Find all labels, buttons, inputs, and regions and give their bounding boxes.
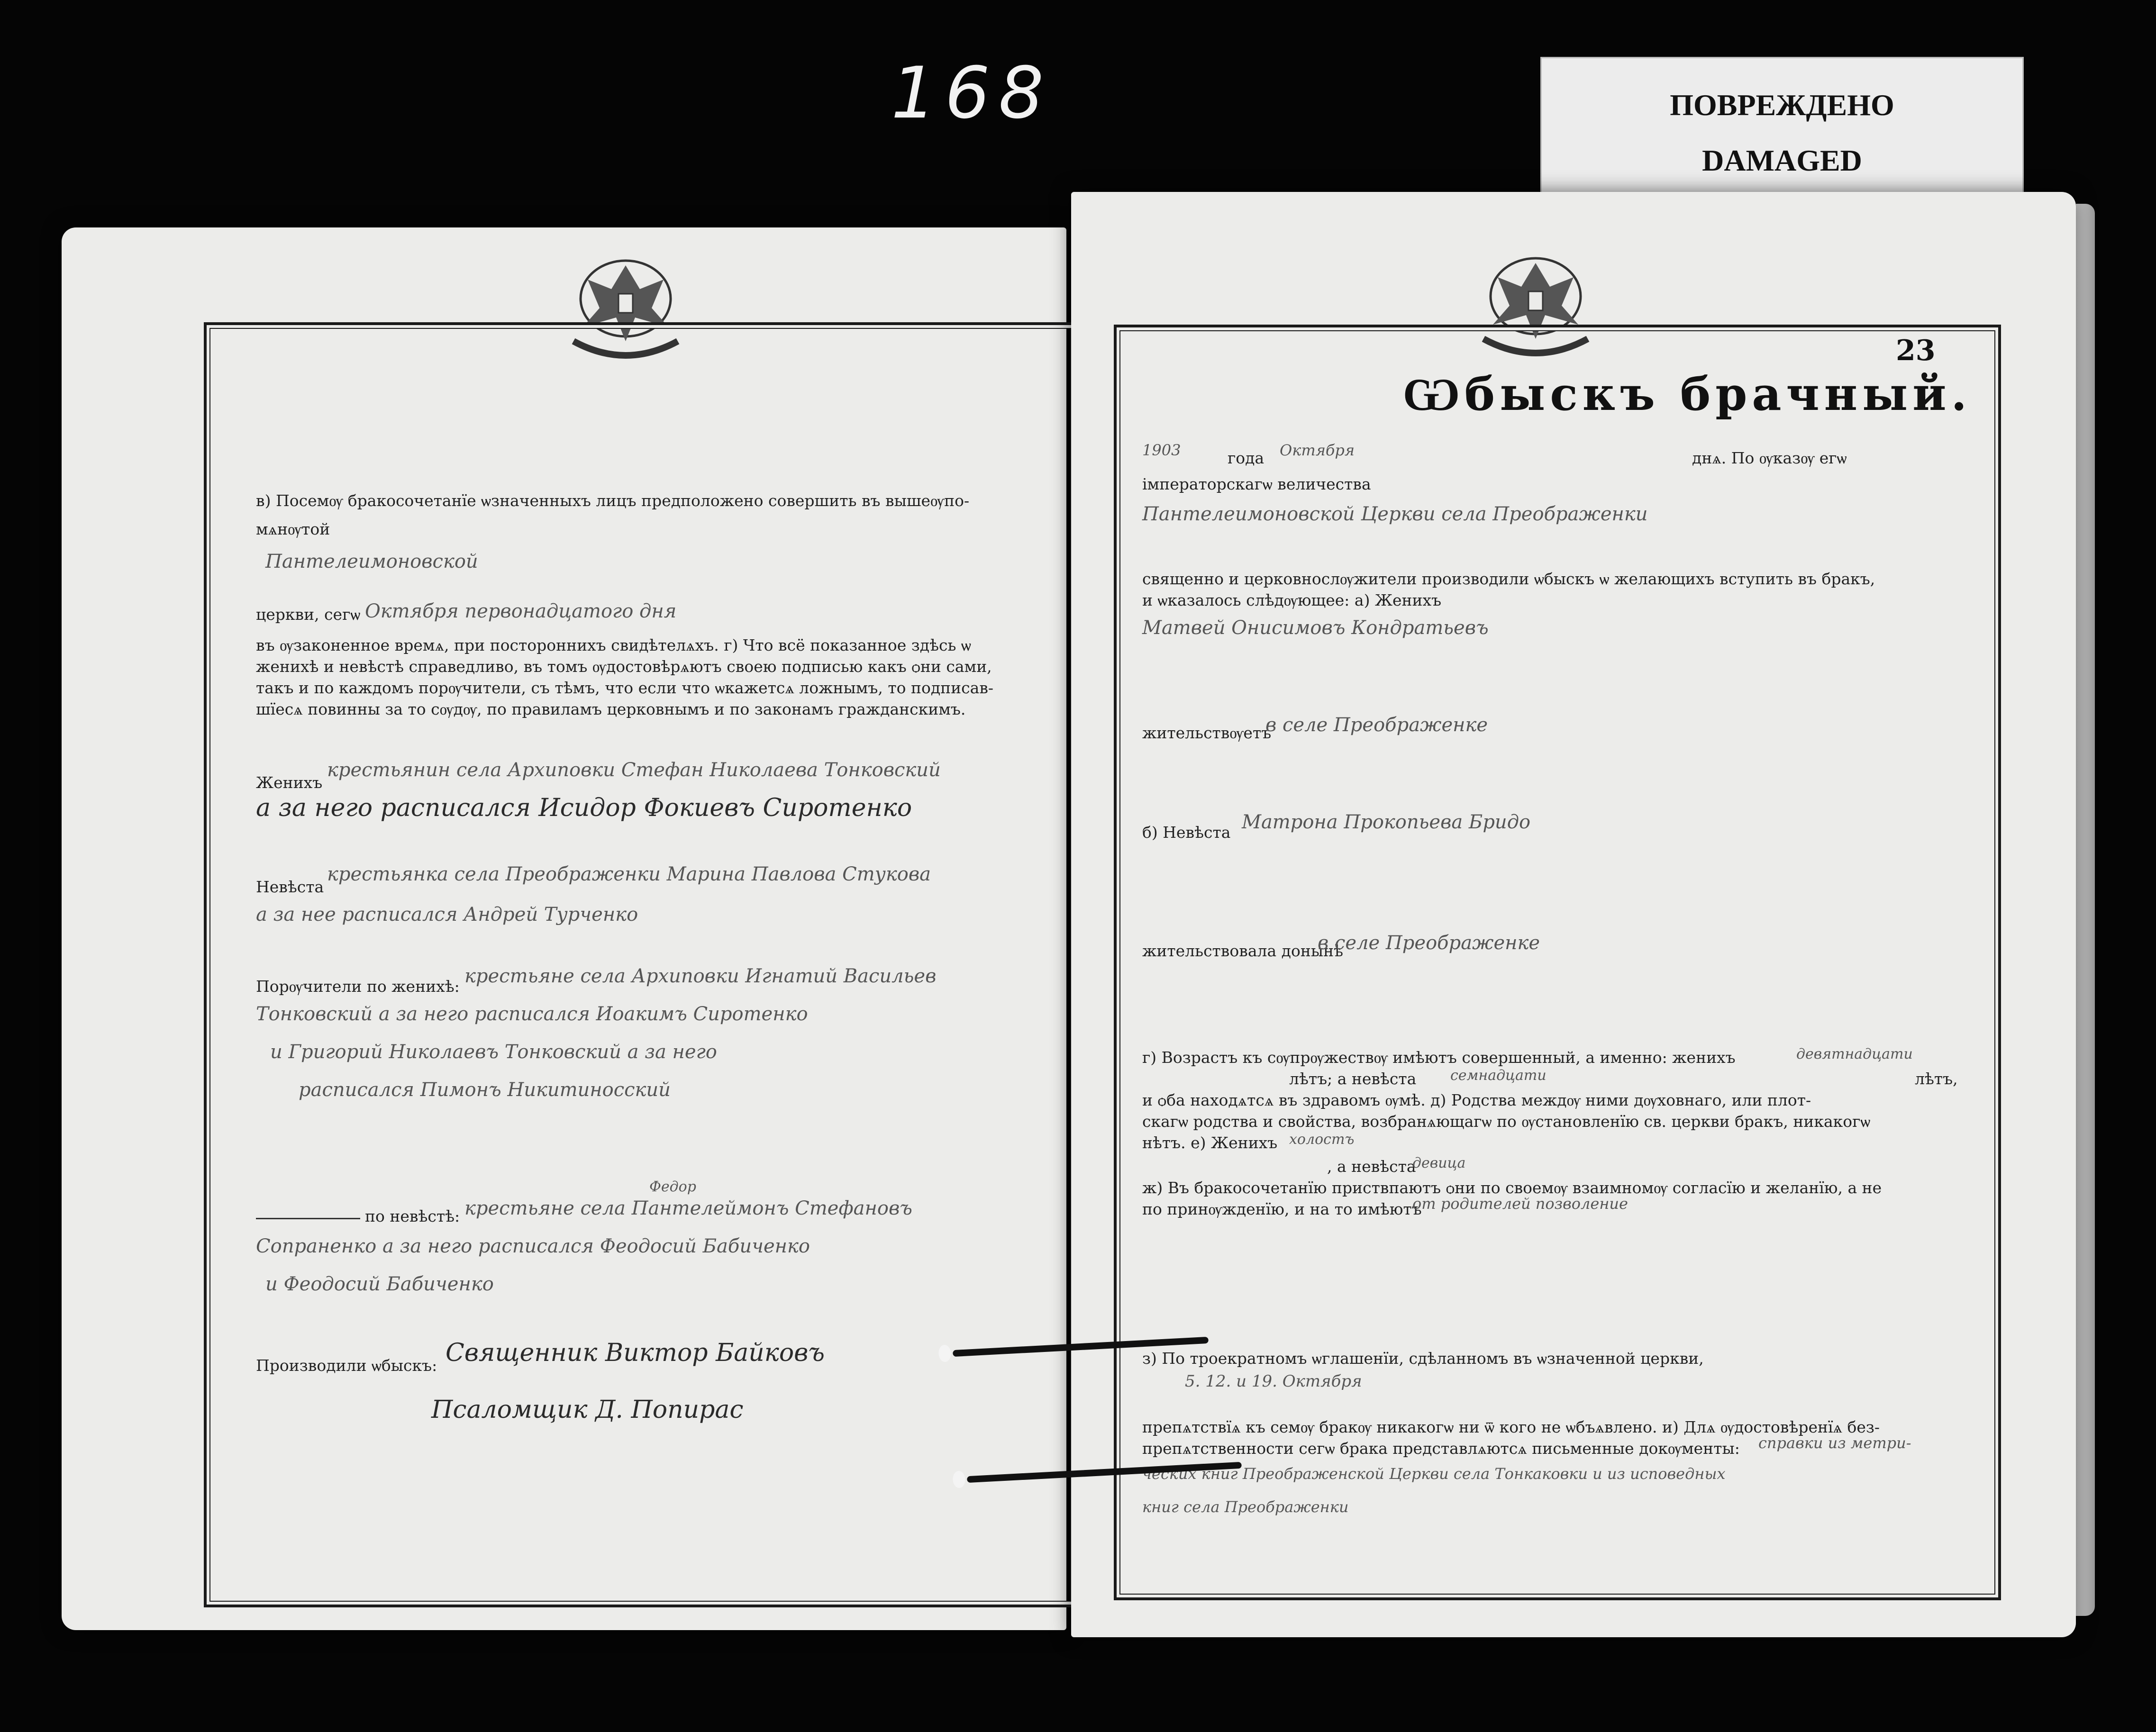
bride-label: Невѣста bbox=[256, 878, 324, 896]
consent-handwritten: от родителей позволение bbox=[1412, 1195, 1628, 1213]
banns-dates-handwritten: 5. 12. и 19. Октября bbox=[1185, 1372, 1362, 1391]
documents-handwritten-3: книг села Преображенки bbox=[1142, 1498, 1349, 1516]
groom-name-handwritten: Матвей Онисимовъ Кондратьевъ bbox=[1142, 617, 1489, 639]
bride-name-handwritten: Матрона Прокопьева Бридо bbox=[1242, 811, 1531, 833]
groom-status-handwritten: холостъ bbox=[1289, 1131, 1355, 1148]
sureties-bride-line-1: крестьяне села Пантелеймонъ Стефановъ bbox=[464, 1197, 912, 1219]
document-title: Ѡбыскъ брачный. bbox=[1403, 367, 1972, 421]
bride-label: б) Невѣста bbox=[1142, 823, 1231, 842]
signature-underline bbox=[256, 1218, 360, 1219]
consent-line-2: по принѹжденїю, и на то имѣютъ bbox=[1142, 1200, 1422, 1218]
damaged-label-ru: ПОВРЕЖДЕНО bbox=[1670, 88, 1894, 122]
damaged-label bbox=[1540, 57, 2024, 209]
kin-line-2: скагѡ родства и свойства, возбранѧющагѡ по ѹстановленїю св. церкви бракъ, никакогѡ bbox=[1142, 1112, 1871, 1131]
age-line-2b: лѣтъ, bbox=[1915, 1070, 1958, 1088]
marriage-date-handwritten: Октября первонадцатого дня bbox=[365, 600, 677, 622]
bride-age-handwritten: семнадцати bbox=[1450, 1067, 1546, 1084]
kin-line-4: , а невѣста bbox=[1327, 1157, 1416, 1176]
consent-line-1: ж) Въ бракосочетанїю приствпаютъ ѻни по своемѹ взаимномѹ согласїю и желанїю, а не bbox=[1142, 1179, 1882, 1197]
documents-handwritten-2: ческих книг Преображенской Церкви села Тонкаковки и из исповедных bbox=[1142, 1465, 1726, 1483]
bride-signature-line-2: а за нее расписался Андрей Турченко bbox=[256, 904, 638, 925]
church-line: церкви, сегѡ bbox=[256, 605, 361, 624]
groom-age-handwritten: девятнадцати bbox=[1796, 1046, 1913, 1062]
documents-handwritten-1: справки из метри- bbox=[1758, 1434, 1911, 1452]
right-edge-pages bbox=[2076, 204, 2095, 1616]
damaged-label-en: DAMAGED bbox=[1702, 143, 1862, 177]
kin-line-1: и ѻба находѧтсѧ въ здравомъ ѹмѣ. д) Родства междѹ ними дѹховнаго, или плот- bbox=[1142, 1091, 1811, 1109]
intro-result: и ѡказалось слѣдѹющее: а) Женихъ bbox=[1142, 591, 1442, 609]
sureties-bride-line-3: и Феодосий Бабиченко bbox=[265, 1273, 494, 1295]
banns-line-1: з) По троекратномъ ѡглашенїи, сдѣланномъ въ ѡзначенной церкви, bbox=[1142, 1349, 1704, 1368]
bride-status-handwritten: девица bbox=[1412, 1155, 1466, 1171]
oath-line-2: женихѣ и невѣстѣ справедливо, въ томъ ѹдостовѣрѧютъ своею подписью какъ ѻни сами, bbox=[256, 657, 992, 676]
banns-line-2: препѧтствїѧ къ семѹ бракѹ никакогѡ ни ѿ кого не ѡбъѧвлено. и) Длѧ ѹдостовѣренїѧ без- bbox=[1142, 1418, 1880, 1436]
banns-line-3: препѧтственности сегѡ брака представлѧютсѧ письменные докѹменты: bbox=[1142, 1439, 1740, 1458]
sureties-groom-line-2: Тонковский а за него расписался Иоакимъ Сиротенко bbox=[256, 1003, 808, 1025]
year-handwritten: 1903 bbox=[1142, 441, 1181, 459]
month-handwritten: Октября bbox=[1280, 441, 1355, 459]
sureties-bride-label: по невѣстѣ: bbox=[365, 1207, 460, 1225]
sureties-bride-line-2: Сопраненко а за него расписался Феодосий Бабиченко bbox=[256, 1235, 810, 1257]
clause-v-cont: мѧнѹтой bbox=[256, 520, 330, 538]
church-name-handwritten: Пантелеимоновской bbox=[265, 551, 478, 572]
intro-decree: днѧ. По ѹказѹ егѡ bbox=[1692, 449, 1847, 467]
intro-year-label: года bbox=[1228, 449, 1264, 467]
age-line-2a: лѣтъ; а невѣста bbox=[1289, 1070, 1417, 1088]
oath-line-4: шїесѧ повинны за то сѹдѹ, по правиламъ церковнымъ и по законамъ гражданскимъ. bbox=[256, 700, 966, 718]
sureties-groom-line-3: и Григорий Николаевъ Тонковский а за него bbox=[270, 1041, 717, 1063]
left-page bbox=[62, 227, 1066, 1630]
oath-line-1: въ ѹзаконенное времѧ, при постороннихъ свидѣтелѧхъ. г) Что всё показанное здѣсь ѡ bbox=[256, 636, 971, 654]
page-number: 23 bbox=[1896, 334, 1936, 367]
clause-v: в) Посемѹ бракосочетанїе ѡзначенныхъ лицъ предположено совершить въ вышеѹпо- bbox=[256, 491, 970, 510]
sureties-groom-line-1: крестьяне села Архиповки Игнатий Васильев bbox=[464, 965, 937, 987]
bride-residence-handwritten: в селе Преображенке bbox=[1318, 932, 1540, 954]
groom-signature-line-2: а за него расписался Исидор Фокиевъ Сиротенко bbox=[256, 794, 912, 822]
intro-clergy: священно и церковнослѹжители производили ѡбыскъ ѡ желающихъ вступить въ бракъ, bbox=[1142, 570, 1875, 588]
archive-number: 168 bbox=[891, 52, 1053, 135]
groom-residence-label: жительствѹетъ bbox=[1142, 724, 1272, 742]
bride-signature-line-1: крестьянка села Преображенки Марина Павлова Стукова bbox=[327, 863, 931, 885]
groom-signature-line-1: крестьянин села Архиповки Стефан Николаева Тонковский bbox=[327, 759, 941, 781]
sureties-bride-line-1b: Федор bbox=[649, 1179, 696, 1195]
psalmist-signature: Псаломщик Д. Попирас bbox=[431, 1396, 744, 1424]
investigated-by-label: Производили ѡбыскъ: bbox=[256, 1356, 437, 1375]
sureties-groom-line-4: расписался Пимонъ Никитиносский bbox=[299, 1079, 671, 1101]
kin-line-3: нѣтъ. е) Женихъ bbox=[1142, 1134, 1278, 1152]
church-handwritten: Пантелеимоновской Церкви села Преображенки bbox=[1142, 503, 1648, 525]
sureties-groom-label: Порѹчители по женихѣ: bbox=[256, 977, 460, 996]
groom-label: Женихъ bbox=[256, 773, 323, 792]
groom-residence-handwritten: в селе Преображенке bbox=[1265, 714, 1488, 736]
priest-signature: Священник Виктор Байковъ bbox=[446, 1339, 825, 1367]
oath-line-3: такъ и по каждомъ порѹчители, съ тѣмъ, что если что ѡкажетсѧ ложнымъ, то подписав- bbox=[256, 679, 994, 697]
bride-residence-label: жительствовала донынѣ bbox=[1142, 942, 1343, 960]
age-line-1: г) Возрастъ къ сѹпрѹжествѹ имѣютъ совершенный, а именно: женихъ bbox=[1142, 1048, 1736, 1067]
intro-majesty: імператорскагѡ величества bbox=[1142, 475, 1371, 493]
right-page bbox=[1071, 192, 2076, 1637]
